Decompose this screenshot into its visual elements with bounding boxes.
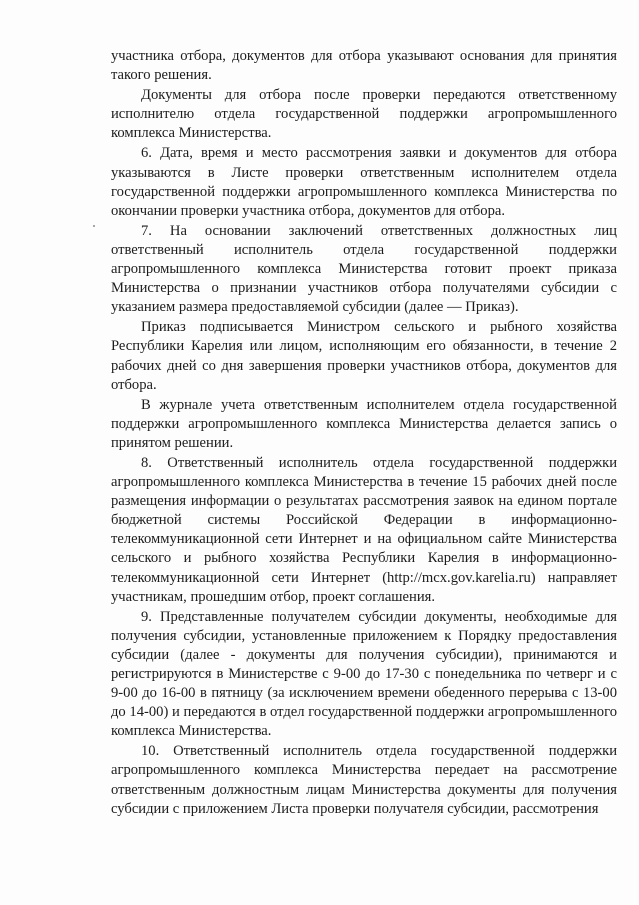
paragraph-item-8: 8. Ответственный исполнитель отдела государственной поддержки агропромышленного комплекса Министерства в течение 15 рабочих дней после размещения информации о результатах рассмотрения заявок на едином портале бюджетной системы Российской Федерации в информационно-телекоммуникационной сети Интернет и на официальном сайте Министерства сельского и рыбного хозяйства Республики Карелия в информационно-телекоммуникационной сети Интернет (http://mcx.gov.karelia.ru) направляет участникам, прошедшим отбор, проект соглашения. — [111, 454, 617, 605]
paragraph-item-10: 10. Ответственный исполнитель отдела государственной поддержки агропромышленного комплекса Министерства передает на рассмотрение ответственным должностным лицам Министерства документы для получения субсидии с приложением Листа проверки получателя субсидии, рассмотрения — [111, 743, 617, 817]
paragraph-item-6: 6. Дата, время и место рассмотрения заявки и документов для отбора указываются в Листе проверки ответственным исполнителем отдела государственной поддержки агропромышленного комплекса Министерства по окончании проверки участника отбора, документов для отбора. — [111, 145, 617, 219]
document-body — [111, 47, 617, 819]
paragraph-item-7: 7. На основании заключений ответственных должностных лиц ответственный исполнитель отдела государственной поддержки агропромышленного комплекса Министерства готовит проект приказа Министерства о признании участников отбора получателями субсидии с указанием размера предоставляемой субсидии (далее — Приказ). — [111, 222, 617, 316]
scan-speck — [93, 225, 95, 227]
paragraph-item-9: 9. Представленные получателем субсидии документы, необходимые для получения субсидии, установленные приложением к Порядку предоставления субсидии (далее - документы для получения субсидии), принимаются и регистрируются в Министерстве с 9-00 до 17-30 с понедельника по четверг и с 9-00 до 16-00 в пятницу (за исключением времени обеденного перерыва с 13-00 до 14-00) и передаются в отдел государственной поддержки агропромышленного комплекса Министерства. — [111, 608, 617, 740]
paragraph-journal-record: В журнале учета ответственным исполнителем отдела государственной поддержки агропромышленного комплекса Министерства делается запись о принятом решении. — [111, 396, 617, 451]
paragraph-documents-transfer: Документы для отбора после проверки передаются ответственному исполнителю отдела государственной поддержки агропромышленного комплекса Министерства. — [111, 87, 617, 142]
paragraph-continuation: участника отбора, документов для отбора указывают основания для принятия такого решения. — [111, 48, 617, 84]
paragraph-order-signing: Приказ подписывается Министром сельского и рыбного хозяйства Республики Карелия или лицом, исполняющим его обязанности, в течение 2 рабочих дней со дня завершения проверки участников отбора, документов для отбора. — [111, 319, 617, 393]
